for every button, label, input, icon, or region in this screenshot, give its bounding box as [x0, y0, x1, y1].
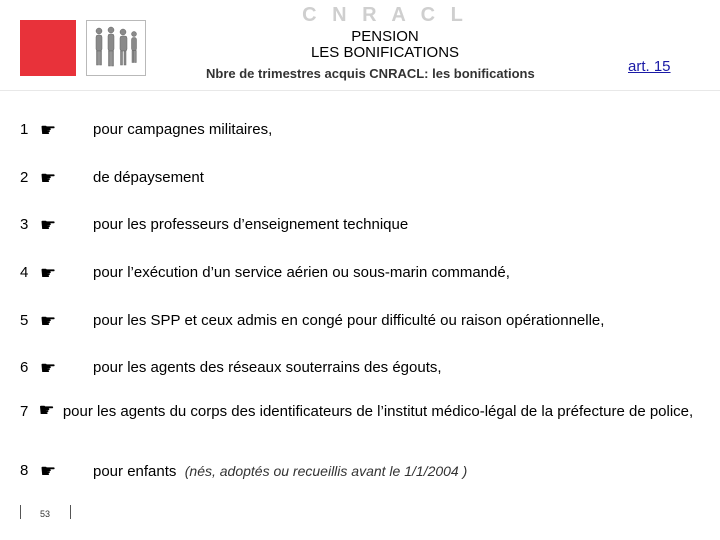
list-item: [20, 398, 700, 424]
item-text: pour campagnes militaires,: [93, 121, 273, 138]
footer-divider: [20, 505, 21, 519]
people-icon: [87, 21, 145, 75]
item-text: pour l’exécution d’un service aérien ou sous-marin commandé,: [93, 264, 510, 281]
page-title-line1: PENSION: [351, 28, 419, 45]
page-title-line2: LES BONIFICATIONS: [310, 44, 460, 61]
item-number: 4: [20, 264, 29, 281]
page-footer: [20, 505, 80, 525]
pointing-hand-icon: ☛: [40, 461, 57, 481]
pointing-hand-icon: ☛: [40, 311, 57, 331]
pointing-hand-icon: ☛: [40, 263, 57, 283]
item-text: de dépaysement: [93, 169, 204, 186]
pointing-hand-icon: ☛: [40, 120, 57, 140]
item-main-text: pour enfants: [93, 463, 177, 480]
people-illustration: [86, 20, 146, 76]
item-number: 1: [20, 121, 29, 138]
item-number: 2: [20, 169, 29, 186]
pointing-hand-icon: ☛: [38, 400, 55, 420]
item-text: pour les SPP et ceux admis en congé pour difficulté ou raison opérationnelle,: [93, 312, 605, 329]
item-text: pour les professeurs d’enseignement technique: [93, 216, 409, 233]
pointing-hand-icon: ☛: [40, 358, 57, 378]
item-text: pour les agents du corps des identificateurs de l’institut médico-légal de la préfecture de police,: [62, 403, 694, 420]
pointing-hand-icon: ☛: [40, 168, 57, 188]
item-number: 5: [20, 312, 29, 329]
item-number: 3: [20, 216, 29, 233]
footer-divider: [70, 505, 71, 519]
item-number: 7: [20, 403, 29, 420]
item-note: (nés, adoptés ou recueillis avant le 1/1/2004 ): [184, 463, 468, 479]
item-text: [93, 459, 467, 484]
item-text: pour les agents des réseaux souterrains des égouts,: [93, 359, 442, 376]
page-number: 53: [40, 509, 51, 519]
logo-red-square: [20, 20, 76, 76]
item-number: 6: [20, 359, 29, 376]
article-link[interactable]: art. 15: [628, 58, 671, 75]
header-divider: [0, 90, 720, 91]
item-number: 8: [20, 462, 29, 479]
pointing-hand-icon: ☛: [40, 215, 57, 235]
page-subtitle: Nbre de trimestres acquis CNRACL: les bonifications: [206, 66, 535, 81]
brand-title: C N R A C L: [302, 4, 468, 26]
